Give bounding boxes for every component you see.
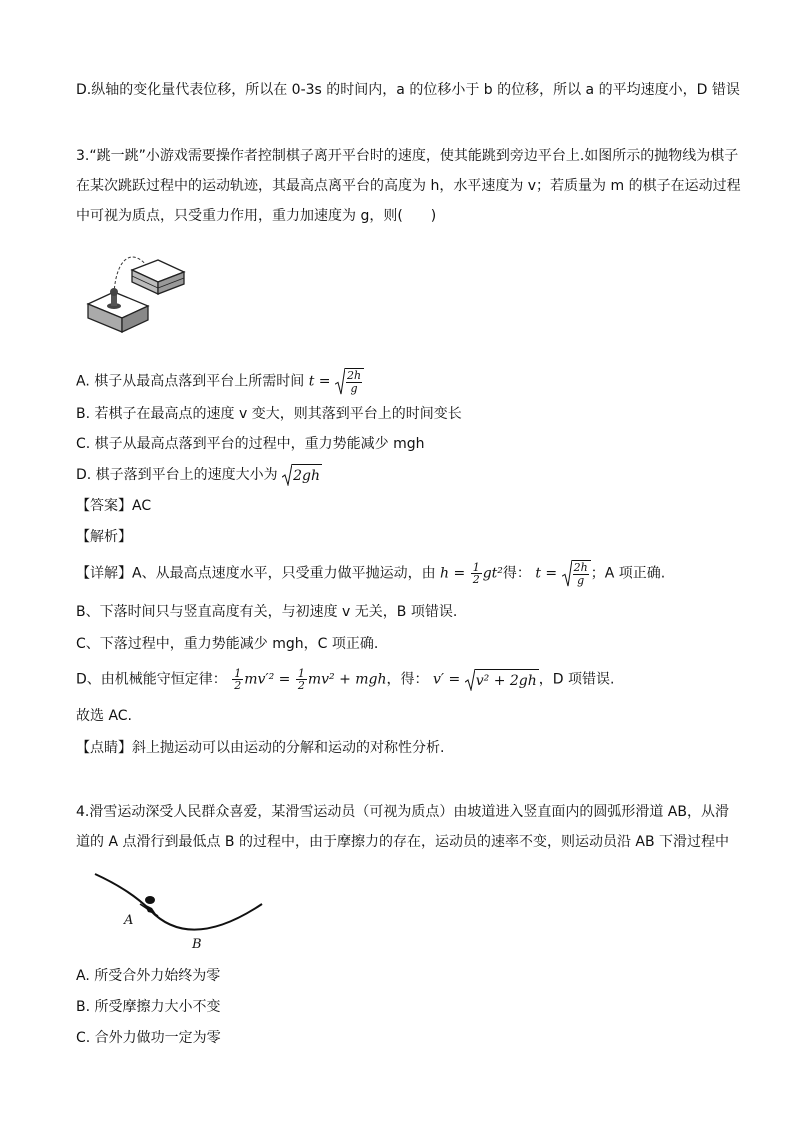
q3-option-d-text: D. 棋子落到平台上的速度大小为 [76,467,278,483]
detail-d-end: ，D 项错误. [538,671,615,688]
q4-option-c[interactable]: C. 合外力做功一定为零 [76,1030,221,1046]
q3-option-a[interactable] [76,368,364,395]
detail-a-sqrt [562,560,591,587]
q3-option-d[interactable] [76,464,322,486]
detail-a-frac-num: 1 [472,561,480,574]
q3-option-a-eq: t = [308,373,331,390]
detail-a-frac-den: 2 [472,573,480,586]
detail-d-de: ，得： [386,671,429,688]
detail-a-de: 得： [502,565,531,582]
q3-answer [76,496,151,516]
prev-answer-d: D.纵轴的变化量代表位移，所以在 0-3s 的时间内，a 的位移小于 b 的位移，所以 a 的平均速度小，D 错误 [76,82,740,98]
q3-stem-line-1: 3.“跳一跳”小游戏需要操作者控制棋子离开平台时的速度，使其能跳到旁边平台上.如图所示的抛物线为棋子 [76,148,739,164]
detail-d-rhs: mv² + mgh [307,671,387,688]
q4-option-b[interactable]: B. 所受摩擦力大小不变 [76,999,221,1015]
detail-a-h: h = [440,565,466,582]
detail-a-gt: gt² [482,565,503,582]
detail-a-t: t = [535,565,558,582]
q3-option-c[interactable]: C. 棋子从最高点落到平台的过程中，重力势能减少 mgh [76,436,425,452]
q3-detail-c: C、下落过程中，重力势能减少 mgh，C 项正确. [76,636,379,652]
detail-d-half-1-den: 2 [234,679,242,692]
detail-d-half-1 [232,668,243,691]
detail-a-num: 2h [573,561,588,574]
detail-a-den: g [577,574,585,587]
detail-d-half-2 [296,668,307,691]
q3-detail-b: B、下落时间只与竖直高度有关，与初速度 v 无关，B 项错误. [76,604,458,620]
detail-label: 【详解】 [76,565,132,582]
q3-option-d-rad: 2gh [292,464,322,486]
figure-label-a: A [124,913,134,928]
ski-arc-figure [90,868,270,952]
figure-label-b: B [192,937,202,952]
q4-option-a[interactable]: A. 所受合外力始终为零 [76,968,221,984]
q3-option-a-den: g [350,382,358,395]
jump-game-figure [84,250,188,336]
detail-d-half-2-den: 2 [297,679,305,692]
detail-d-sqrt [465,669,539,691]
answer-value: AC [132,498,152,514]
q4-stem-line-1: 4.滑雪运动深受人民群众喜爱，某滑雪运动员（可视为质点）由坡道进入竖直面内的圆弧形滑道 AB，从滑 [76,804,729,820]
detail-a-text: A、从最高点速度水平，只受重力做平抛运动，由 [132,565,436,582]
q3-option-a-num: 2h [346,369,362,382]
q3-conclusion: 故选 AC. [76,708,133,724]
q3-detail-a [76,560,665,587]
detail-d-lhs: mv′² = [244,671,291,688]
detail-a-half [471,562,482,585]
q3-option-d-sqrt [282,464,322,486]
q4-stem-line-2: 道的 A 点滑行到最低点 B 的过程中，由于摩擦力的存在，运动员的速率不变，则运动员沿 AB 下滑过程中 [76,834,730,850]
comment-label: 【点睛】 [76,740,132,756]
skier-icon [140,896,158,916]
q3-option-a-text: A. 棋子从最高点落到平台上所需时间 [76,373,305,390]
comment-text: 斜上抛运动可以由运动的分解和运动的对称性分析. [132,740,445,756]
answer-label: 【答案】 [76,498,132,514]
q3-option-a-sqrt [335,368,364,395]
detail-d-v: v′ = [432,671,461,688]
detail-d-rad: v² + 2gh [475,669,539,691]
detail-a-end: ；A 项正确. [590,565,666,582]
q3-comment [76,738,444,758]
detail-d-text: D、由机械能守恒定律： [76,671,227,688]
q3-stem-line-3: 中可视为质点，只受重力作用，重力加速度为 g，则( ) [76,208,437,224]
q3-detail-d [76,668,614,691]
detail-d-half-1-num: 1 [234,667,242,680]
q3-option-b[interactable]: B. 若棋子在最高点的速度 v 变大，则其落到平台上的时间变长 [76,406,462,422]
q3-analysis-label: 【解析】 [76,529,132,545]
q3-stem-line-2: 在某次跳跃过程中的运动轨迹，其最高点离平台的高度为 h，水平速度为 v；若质量为 m 的棋子在运动过程 [76,178,741,194]
detail-d-half-2-num: 1 [297,667,305,680]
